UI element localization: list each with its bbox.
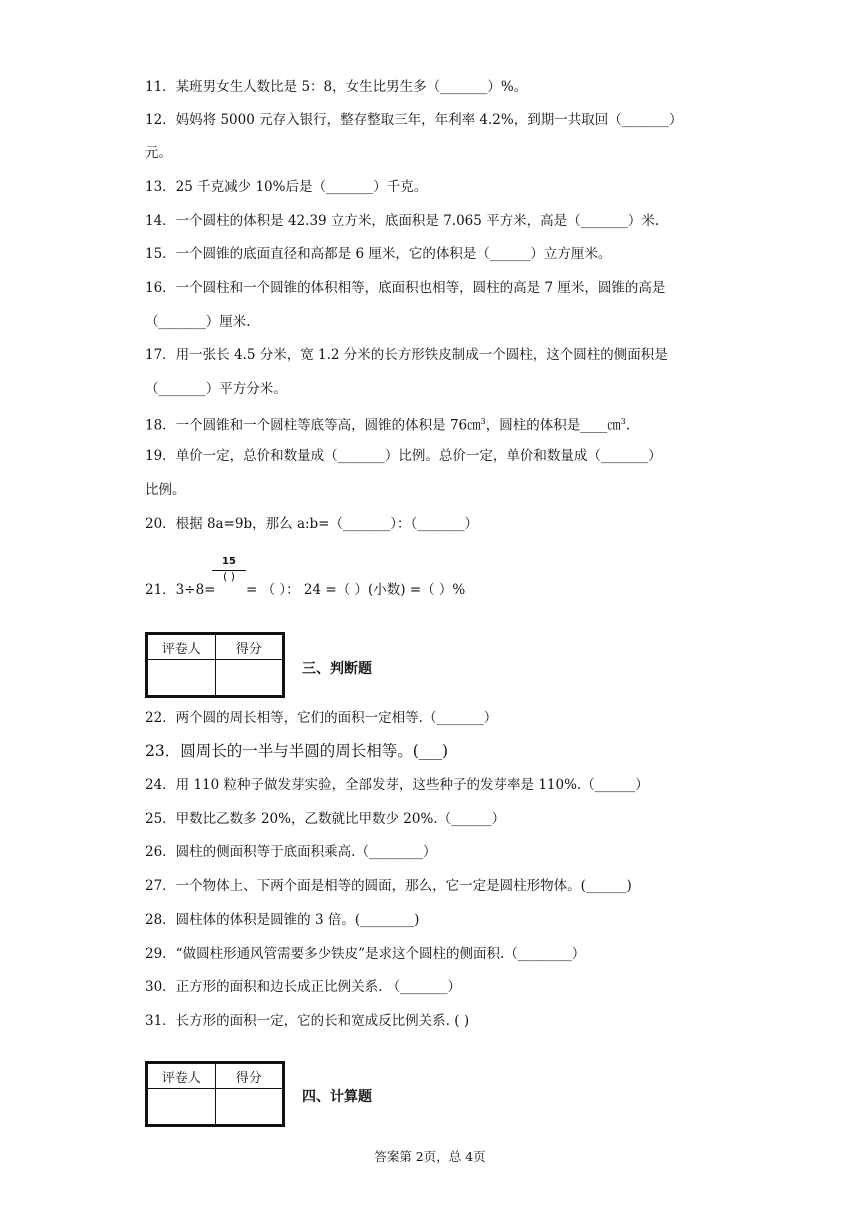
page-footer: 答案第 2页，总 4页: [374, 1149, 486, 1164]
question-22: 22．两个圆的周长相等，它们的面积一定相等.（_______）: [145, 710, 498, 726]
fraction-denominator: ( ): [222, 570, 236, 583]
fraction-15-over-blank: [212, 556, 246, 596]
score-col-score: 得分: [215, 635, 283, 660]
question-29: 29．“做圆柱形通风管需要多少铁皮”是求这个圆柱的侧面积.（________）: [145, 946, 586, 962]
fraction-numerator: 15: [222, 556, 236, 567]
question-27: 27．一个物体上、下两个面是相等的圆面，那么，它一定是圆柱形物体。(______): [145, 878, 632, 894]
question-23: 23．圆周长的一半与半圆的周长相等。(___): [145, 742, 449, 760]
question-16-line2: （_______）厘米.: [145, 314, 251, 330]
question-17-line1: 17．用一张长 4.5 分米，宽 1.2 分米的长方形铁皮制成一个圆柱，这个圆柱的侧面积是: [145, 347, 668, 363]
question-31: 31．长方形的面积一定，它的长和宽成反比例关系. ( ): [145, 1013, 470, 1029]
score-col-reviewer: 评卷人: [148, 1064, 216, 1089]
question-21-pre: 21．3÷8=: [145, 582, 216, 598]
question-25: 25．甲数比乙数多 20%，乙数就比甲数少 20%.（______）: [145, 811, 506, 827]
score-cell-score[interactable]: [215, 1089, 283, 1125]
question-17-line2: （_______）平方分米。: [145, 381, 287, 397]
question-15: 15．一个圆锥的底面直径和高都是 6 厘米，它的体积是（______）立方厘米。: [145, 246, 612, 262]
question-28: 28．圆柱体的体积是圆锥的 3 倍。(________): [145, 912, 420, 928]
question-12-line2: 元。: [145, 145, 172, 161]
question-16-line1: 16．一个圆柱和一个圆锥的体积相等，底面积也相等，圆柱的高是 7 厘米，圆锥的高是: [145, 280, 666, 296]
score-col-reviewer: 评卷人: [148, 635, 216, 660]
q18-pre: 18．一个圆锥和一个圆柱等底等高，圆锥的体积是 76㎝: [145, 417, 481, 434]
question-11: 11．某班男女生人数比是 5：8，女生比男生多（_______）%。: [145, 79, 528, 95]
question-18: [145, 412, 630, 436]
q18-sup1: 3: [480, 417, 486, 426]
q18-sup2: 3: [620, 417, 626, 426]
question-24: 24．用 110 粒种子做发芽实验，全部发芽，这些种子的发芽率是 110%.（______）: [145, 777, 649, 793]
score-cell-reviewer[interactable]: [148, 1089, 216, 1125]
score-col-score: 得分: [215, 1064, 283, 1089]
question-30: 30．正方形的面积和边长成正比例关系. （_______）: [145, 979, 462, 995]
question-26: 26．圆柱的侧面积等于底面积乘高.（________）: [145, 844, 437, 860]
section-title-judgment: 三、判断题: [302, 661, 372, 677]
question-14: 14．一个圆柱的体积是 42.39 立方米，底面积是 7.065 平方米，高是（_______）米.: [145, 213, 660, 229]
q18-mid: ，圆柱的体积是____㎝: [485, 417, 621, 434]
question-19-line2: 比例。: [145, 482, 186, 498]
score-table-section4: [145, 1061, 285, 1127]
question-20: 20．根据 8a=9b，那么 a:b=（_______）：（_______）: [145, 516, 478, 532]
section-title-calculation: 四、计算题: [302, 1089, 372, 1105]
q18-post: .: [625, 417, 631, 434]
score-cell-score[interactable]: [215, 660, 283, 696]
question-13: 13．25 千克减少 10%后是（_______）千克。: [145, 179, 428, 195]
score-cell-reviewer[interactable]: [148, 660, 216, 696]
score-table-section3: [145, 632, 285, 698]
question-19-line1: 19．单价一定，总价和数量成（_______）比例。总价一定，单价和数量成（_______）: [145, 448, 662, 464]
question-12-line1: 12．妈妈将 5000 元存入银行，整存整取三年，年利率 4.2%，到期一共取回（_______）: [145, 112, 683, 128]
question-21-post: = （ ）： 24 =（ ）(小数) =（ ）%: [246, 582, 466, 598]
